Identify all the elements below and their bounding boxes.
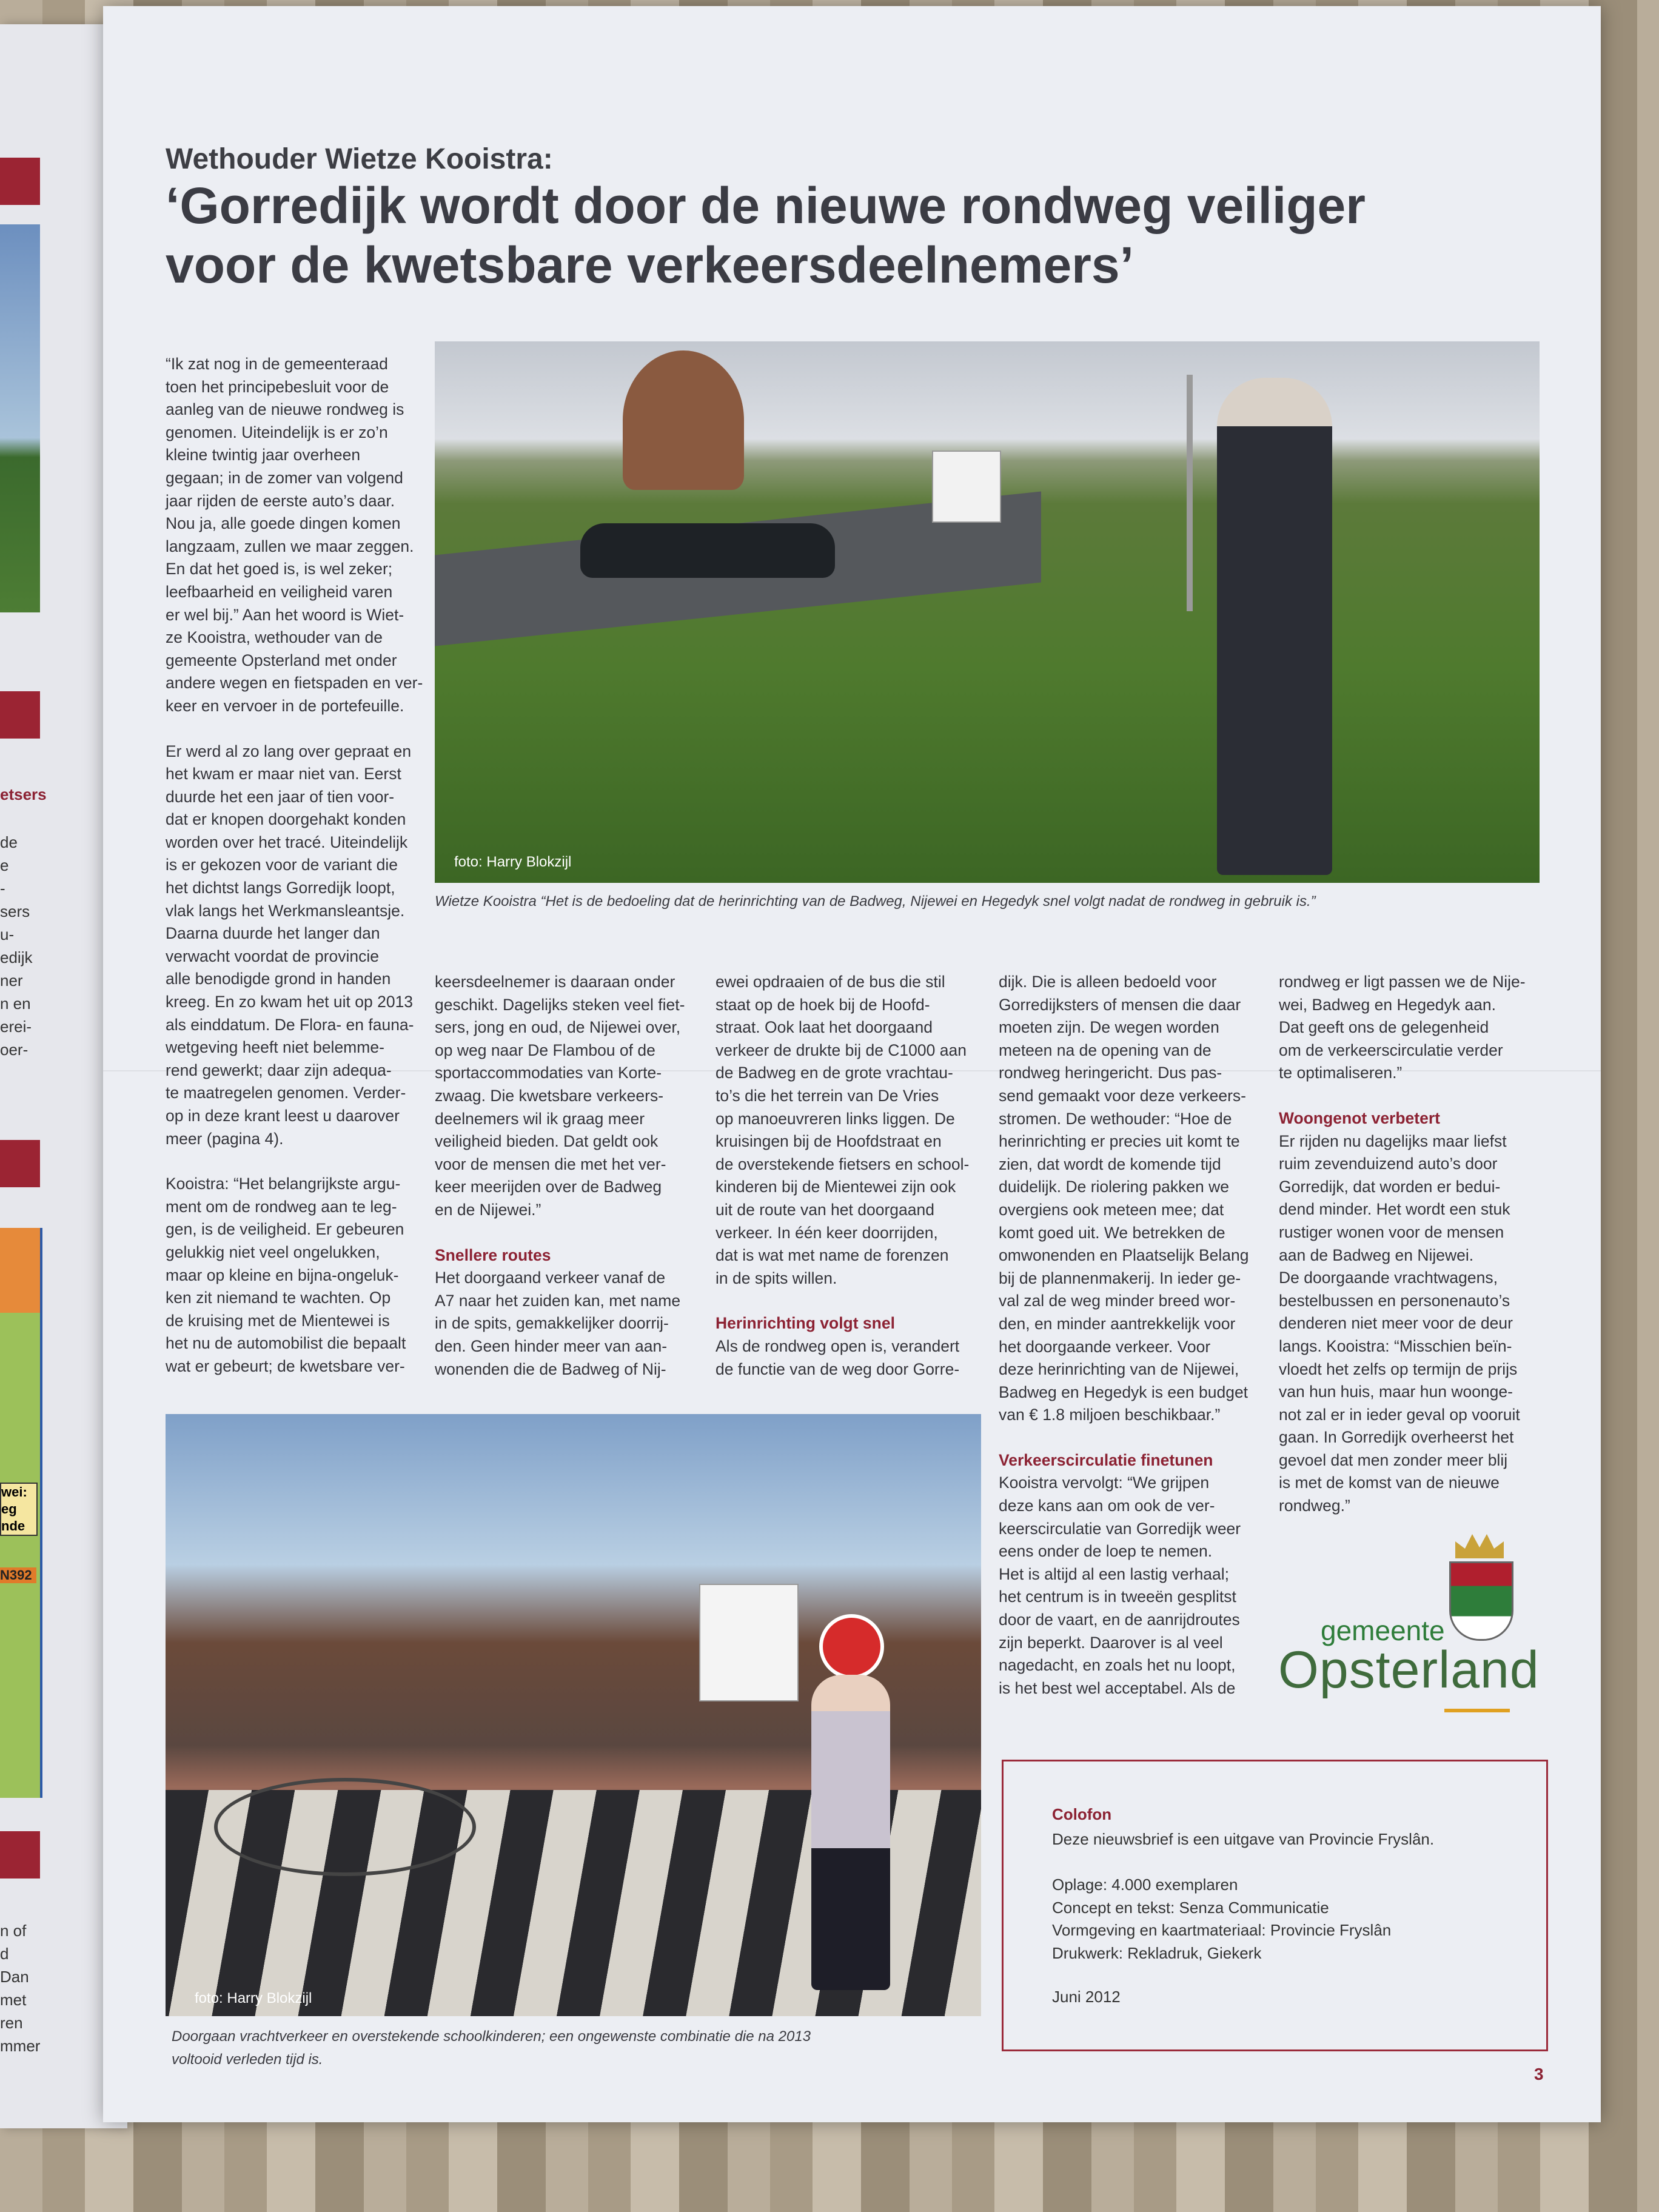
- colofon-publisher: Deze nieuwsbrief is een uitgave van Provincie Fryslân.: [1052, 1830, 1435, 1848]
- stop-sign-icon: [819, 1614, 884, 1679]
- paragraph: Het doorgaand verkeer vanaf de A7 naar het zuiden kan, met name in de spits, gemakkelijker doorrij- den. Geen hinder meer van aan- wonenden die de Badweg of Nij-: [435, 1269, 681, 1378]
- photo-caption: Wietze Kooistra “Het is de bedoeling dat de herinrichting van de Badweg, Nijewei en Hegedyk snel volgt nadat de rondweg in gebruik is.”: [435, 893, 1316, 910]
- map-orange-area: [0, 1228, 40, 1313]
- schoolgirl-figure: [811, 1675, 890, 1990]
- paragraph: Kooistra vervolgt: “We grijpen deze kans aan om ook de ver- keerscirculatie van Gorredijk weer eens onder de loep te nemen. Het is altijd al een lastig verhaal; het centrum is in tweeën gesplitst door de vaart, en de aanrijdroutes zijn beperkt. Daarover is al veel nagedacht, en zoals het nu loopt, is het best wel acceptabel. Als de: [999, 1473, 1241, 1697]
- red-tab: [0, 1831, 40, 1879]
- red-tab: [0, 691, 40, 739]
- subheading-snellere-routes: Snellere routes: [435, 1245, 551, 1264]
- paragraph: Er rijden nu dagelijks maar liefst ruim zevenduizend auto’s door Gorredijk, dat worden er bedui- dend minder. Het wordt een stuk rustiger wonen voor de mensen aan de Badweg en Nijewei. De doorgaande vrachtwagens, bestelbussen en personenauto’s denderen niet meer voor de deur langs. Kooistra: “Misschien beïn- vloedt het zelfs op termijn de prijs van hun huis, maar hun woonge- not zal er in ieder geval op vooruit gaan. In Gorredijk overheerst het gevoel dat men zonder meer blij is met de komst van de nieuwe rondweg.”: [1279, 1131, 1520, 1515]
- column-3: [716, 971, 994, 1403]
- photo-caption: [172, 2025, 1021, 2071]
- map-route-label: N392: [0, 1567, 36, 1583]
- paragraph: keersdeelnemer is daaraan onder geschikt. Dagelijks steken veel fiet- sers, jong en oud, de Nijewei over, op weg naar De Flambou of de sportaccommodaties van Korte- zwaag. Die kwetsbare verkeers- deelnemers wil ik graag meer veiligheid bieden. Dat geldt ook voor de mensen die met het ver- keer meerijden over de Badweg en de Nijewei.”: [435, 973, 685, 1219]
- logo-opsterland: Opsterland: [1278, 1641, 1540, 1699]
- colofon-details: Oplage: 4.000 exemplaren Concept en tekst: Senza Communicatie Vormgeving en kaartmateriaal: Provincie Fryslân Drukwerk: Rekladruk, Giekerk: [1052, 1875, 1392, 1962]
- school-crossing-photo: [166, 1414, 981, 2016]
- paragraph: Er werd al zo lang over gepraat en het kwam er maar niet van. Eerst duurde het een jaar of tien voor- dat er knopen doorgehakt konden worden over het tracé. Uiteindelijk is er gekozen voor de variant die het dichtst langs Gorredijk loopt, vlak langs het Werkmansleantsje. Daarna duurde het langer dan verwacht voordat de provincie alle benodigde grond in handen kreeg. En zo kwam het uit op 2013 als einddatum. De Flora- en fauna- wetgeving heeft niet belemme- rend gewerkt; daar zijn adequa- te maatregelen genomen. Verder- op in deze krant leest u daarover meer (pagina 4).: [166, 742, 414, 1148]
- caption-line-2: voltooid verleden tijd is.: [172, 2051, 323, 2068]
- car-shape: [580, 523, 835, 578]
- red-tab: [0, 158, 40, 205]
- left-text-fragment-2: n of d Dan met ren mmer: [0, 1922, 41, 2055]
- newsletter-page: [103, 6, 1601, 2122]
- left-heading-fragment: etsers: [0, 785, 47, 803]
- truck-shape: [932, 451, 1001, 523]
- map-road-label: wei: eg nde: [0, 1483, 38, 1536]
- red-tab: [0, 1140, 40, 1187]
- paragraph: rondweg er ligt passen we de Nije- wei, Badweg en Hegedyk aan. Dat geeft ons de gelegenheid om de verkeerscirculatie verder te optimaliseren.”: [1279, 973, 1526, 1082]
- person-wietze-kooistra: [1217, 378, 1332, 875]
- map-fragment: [0, 1228, 42, 1798]
- truck-shape: [699, 1584, 799, 1701]
- column-4: [999, 971, 1284, 1722]
- subheading-herinrichting: Herinrichting volgt snel: [716, 1314, 895, 1333]
- opsterland-coat-of-arms: [1446, 1534, 1513, 1643]
- paragraph: Als de rondweg open is, verandert de functie van de weg door Gorre-: [716, 1336, 960, 1378]
- column-1: [166, 353, 438, 1401]
- colofon-date: Juni 2012: [1052, 1988, 1121, 2006]
- colofon-title: Colofon: [1052, 1805, 1112, 1823]
- paragraph: ewei opdraaien of de bus die stil staat op de hoek bij de Hoofd- straat. Ook laat het doorgaand verkeer de drukte bij de C1000 aan de Badweg en de grote vrachtau- to’s die het terrein van De Vries op manoeuvreren links liggen. De kruisingen bij de Hoofdstraat en de overstekende fietsers en school- kinderen bij de Mientewei zijn ook uit de route van het doorgaand verkeer. In één keer doorrijden, dat is wat met name de forenzen in de spits willen.: [716, 973, 970, 1287]
- logo-gemeente: gemeente: [1321, 1615, 1445, 1646]
- shield-icon: [1449, 1561, 1513, 1641]
- colofon-box: [1002, 1760, 1548, 2051]
- headline: [166, 176, 1560, 295]
- headline-line-2: voor de kwetsbare verkeersdeelnemers’: [166, 236, 1134, 293]
- subheading-verkeerscirculatie: Verkeerscirculatie finetunen: [999, 1450, 1213, 1469]
- column-2: [435, 971, 714, 1403]
- bicycle-shape: [214, 1778, 476, 1876]
- photo-credit: foto: Harry Blokzijl: [454, 854, 572, 870]
- left-text-fragment: de e - sers u- edijk ner n en erei- oer-: [0, 833, 33, 1059]
- logo-underline: [1444, 1709, 1510, 1712]
- paragraph: “Ik zat nog in de gemeenteraad toen het principebesluit voor de aanleg van de nieuwe rondweg is genomen. Uiteindelijk is er zo’n kleine twintig jaar overheen gegaan; in de zomer van volgend jaar rijden de eerste auto’s daar. Nou ja, alle goede dingen komen langzaam, zullen we maar zeggen. En dat het goed is, is wel zeker; leefbaarheid en veiligheid varen er wel bij.” Aan het woord is Wiet- ze Kooistra, wethouder van de gemeente Opsterland met onder andere wegen en fietspaden en ver- keer en vervoer in de portefeuille.: [166, 355, 423, 715]
- subheading-woongenot: Woongenot verbetert: [1279, 1108, 1440, 1127]
- column-5: [1279, 971, 1564, 1540]
- lamp-post: [1187, 375, 1193, 611]
- landscape-photo-fragment: [0, 224, 40, 612]
- paragraph: Kooistra: “Het belangrijkste argu- ment om de rondweg aan te leg- gen, is de veiligheid. Er gebeuren gelukkig niet veel ongelukken, maar op kleine en bijna-ongeluk- ken zit niemand te wachten. Op de kruising met de Mientewei is het nu de automobilist die bepaalt wat er gebeurt; de kwetsbare ver-: [166, 1175, 406, 1375]
- tree-shape: [623, 350, 744, 490]
- roundabout-photo: [435, 341, 1540, 883]
- page-number: 3: [1534, 2065, 1544, 2083]
- photo-credit: foto: Harry Blokzijl: [195, 1990, 312, 2006]
- article-kicker: Wethouder Wietze Kooistra:: [166, 143, 553, 175]
- crown-icon: [1455, 1534, 1504, 1558]
- caption-line-1: Doorgaan vrachtverkeer en overstekende schoolkinderen; een ongewenste combinatie die na 2013: [172, 2028, 811, 2045]
- headline-line-1: ‘Gorredijk wordt door de nieuwe rondweg veiliger: [166, 177, 1366, 234]
- paragraph: dijk. Die is alleen bedoeld voor Gorredijksters of mensen die daar moeten zijn. De wegen worden meteen na de opening van de rondweg heringericht. Dus pas- send gemaakt voor deze verkeers- stromen. De wethouder: “Hoe de herinrichting er precies uit komt te zien, dat wordt de komende tijd duidelijk. De riolering pakken we overgiens ook meteen mee; dat komt goed uit. We betrekken de omwonenden en Plaatselijk Belang bij de plannenmakerij. In ieder ge- val zal de weg minder breed wor- den, en minder aantrekkelijk voor het doorgaande verkeer. Voor deze herinrichting van de Nijewei, Badweg en Hegedyk is een budget van € 1.8 miljoen beschikbaar.”: [999, 973, 1249, 1424]
